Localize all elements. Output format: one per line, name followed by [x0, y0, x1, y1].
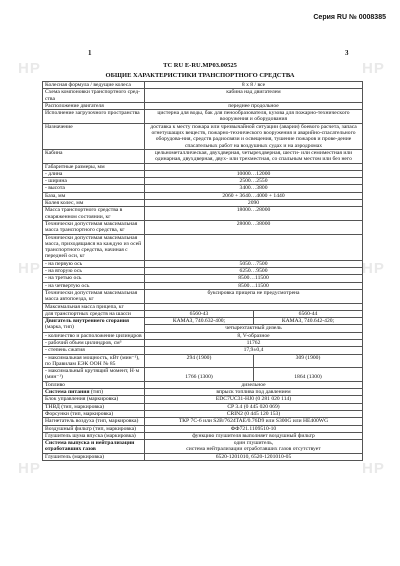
table-row	[43, 418, 363, 425]
row-value: 2060 + 3640…4000 + 1440	[145, 192, 363, 199]
characteristics-table	[42, 81, 363, 461]
torque-value-2: 1864 (1300)	[254, 368, 363, 382]
row-label: Воздушный фильтр (тип, маркировка)	[43, 425, 145, 432]
row-value: 18000…28000	[145, 207, 363, 221]
fuel-value: дизельное	[145, 381, 363, 388]
engine-type: четырехтактный дизель	[145, 325, 363, 332]
table-row	[43, 82, 363, 89]
row-label: ТНВД (тип, маркировка)	[43, 403, 145, 410]
table-row	[43, 389, 363, 396]
row-label: Технически допустимая максимальная масса автопоезда, кг	[43, 289, 145, 303]
row-value: функцию глушителя выполняет воздушный фильтр	[145, 432, 363, 439]
table-row	[43, 260, 363, 267]
power-value-1: 294 (1900)	[145, 354, 254, 368]
table-row	[43, 185, 363, 192]
table-row	[43, 453, 363, 460]
row-label: База, мм	[43, 192, 145, 199]
row-label: Расположение двигателя	[43, 102, 145, 109]
row-value	[145, 234, 363, 260]
row-value: 6250…9500	[145, 268, 363, 275]
watermark: HP	[362, 260, 385, 277]
table-row	[43, 440, 363, 454]
supply-title: Система питания	[45, 389, 90, 396]
row-label: Колея колес, мм	[43, 200, 145, 207]
row-label: Исполнение загрузочного пространства	[43, 110, 145, 124]
row-value: цельнометаллическая, двухдверная, четырехдверная, шести- или семиместная или одинарная, двухдверная, двух- или трехместная, со спальным местом или без него	[145, 149, 363, 163]
row-label: Максимальная масса прицепа, кг	[43, 303, 145, 310]
row-label: - на третью ось	[43, 275, 145, 282]
row-value: цистерна для воды, бак для пенообразователя, кузова для пожарно-технического вооружения и оборудования	[145, 110, 363, 124]
table-row	[43, 403, 363, 410]
exhaust-value	[145, 440, 363, 454]
table-row	[43, 170, 363, 177]
row-label: Нагнетатель воздуха (тип, маркировка)	[43, 418, 145, 425]
exhaust-label	[43, 440, 145, 454]
document-number: ТС RU E-RU.MP03.00525	[163, 62, 237, 69]
table-row	[43, 207, 363, 221]
table-row	[43, 354, 363, 368]
page-number-left: 1	[88, 49, 92, 57]
row-label: - длина	[43, 170, 145, 177]
row-value: ФФ721.1109510-10	[145, 425, 363, 432]
fuel-label: Топливо	[43, 381, 145, 388]
table-row	[43, 123, 363, 149]
exhaust-title: Система выпуска и нейтрализации отработавших газов	[45, 440, 135, 453]
table-row	[43, 89, 363, 103]
table-row	[43, 347, 363, 354]
row-value: доставка к месту пожара или чрезвычайной ситуации (аварии) боевого расчета, запаса огнетушащих веществ, пожарно-технического вооружения и аварийно-спасательного оборудова-ния, средств радиосвязи и освещения, тушение пожаров и прове-дение спасательных работ на воздушных судах и на аэродромах	[145, 123, 363, 149]
row-value: буксировка прицепа не предусмотрена	[145, 289, 363, 303]
table-row	[43, 220, 363, 234]
row-value	[145, 303, 363, 310]
row-value: 10000…12000	[145, 170, 363, 177]
watermark: HP	[362, 60, 385, 77]
row-label: - на вторую ось	[43, 268, 145, 275]
muffler-value: 6520-1201010, 6520-1201010-05	[145, 453, 363, 460]
row-label: Габаритные размеры, мм	[43, 163, 145, 170]
table-row	[43, 332, 363, 339]
table-row	[43, 275, 363, 282]
watermark: HP	[18, 60, 41, 77]
engine-title-suffix: (марка, тип)	[45, 324, 74, 331]
row-label: Форсунки (тип, маркировка)	[43, 410, 145, 417]
table-row	[43, 102, 363, 109]
row-value: переднее продольное	[145, 102, 363, 109]
table-row	[43, 410, 363, 417]
page-number-right: 3	[345, 49, 349, 57]
exhaust-value-line-2: система нейтрализации отработавших газов отсутствует	[186, 446, 321, 453]
row-value: 5050…7500	[145, 260, 363, 267]
row-value: 2500…2550	[145, 178, 363, 185]
table-row	[43, 149, 363, 163]
power-label: - максимальная мощность, кВт (мин⁻¹), по Правилам ЕЭК ООН № 85	[43, 354, 145, 368]
supply-value: впрыск топлива под давлением	[145, 389, 363, 396]
volume-label: - рабочий объем цилиндров, см³	[43, 339, 145, 346]
table-row	[43, 310, 363, 317]
table-row	[43, 289, 363, 303]
row-value: ТКР 7С-6 или S2B/7624TAE/0.76D9 или S300G или HE400WG	[145, 418, 363, 425]
cyl-label: - количество и расположение цилиндров	[43, 332, 145, 339]
supply-label	[43, 389, 145, 396]
row-value: EDC7UC31-HJ0 (0 281 020 114)	[145, 396, 363, 403]
engine-title: Двигатель внутреннего сгорания	[45, 318, 130, 325]
row-label: - ширина	[43, 178, 145, 185]
document-title: ОБЩИЕ ХАРАКТЕРИСТИКИ ТРАНСПОРТНОГО СРЕДСТВА	[105, 72, 295, 79]
table-row	[43, 200, 363, 207]
serial-number: Серия RU № 0008385	[313, 14, 386, 21]
row-label: Кабина	[43, 149, 145, 163]
table-row	[43, 381, 363, 388]
table-row	[43, 432, 363, 439]
table-row	[43, 396, 363, 403]
row-label: Масса транспортного средства в снаряженном состоянии, кг	[43, 207, 145, 221]
row-label: Технически допустимая максимальная масса транспортного средства, кг	[43, 220, 145, 234]
table-row	[43, 234, 363, 260]
engine-model-2: КАМАЗ, 740.642-420;	[254, 318, 363, 325]
watermark: HP	[18, 260, 41, 277]
table-row	[43, 368, 363, 382]
engine-model-1: КАМАЗ, 740.632-400;	[145, 318, 254, 325]
compression-value: 17,9±0,4	[145, 347, 363, 354]
table-row	[43, 268, 363, 275]
compression-label: - степень сжатия	[43, 347, 145, 354]
engine-label	[43, 318, 145, 333]
row-value: 3400…3800	[145, 185, 363, 192]
row-label: Колесная формула / ведущие колеса	[43, 82, 145, 89]
table-row	[43, 425, 363, 432]
chassis-label: для транспортных средств на шасси	[43, 310, 145, 317]
watermark: HP	[18, 460, 41, 477]
row-value: 8 х 8 / все	[145, 82, 363, 89]
torque-label: - максимальный крутящий момент, Н·м (мин⁻¹)	[43, 368, 145, 382]
row-value	[145, 163, 363, 170]
table-row	[43, 178, 363, 185]
row-value: 8500…11500	[145, 275, 363, 282]
table-row	[43, 303, 363, 310]
power-value-2: 309 (1900)	[254, 354, 363, 368]
row-label: - на четвертую ось	[43, 282, 145, 289]
row-label: Технически допустимая максимальная масса, приходящаяся на каждую из осей транспортного средства, начиная с передней оси, кг	[43, 234, 145, 260]
table-row	[43, 339, 363, 346]
table-row	[43, 192, 363, 199]
exhaust-value-line-1: один глушитель,	[233, 440, 274, 447]
cyl-value: 8, V-образное	[145, 332, 363, 339]
row-value: 8500…11500	[145, 282, 363, 289]
chassis-2: 6560-44	[254, 310, 363, 317]
row-label: - на первую ось	[43, 260, 145, 267]
supply-title-suffix: (тип)	[89, 389, 104, 396]
table-row	[43, 318, 363, 325]
muffler-label: Глушитель (маркировка)	[43, 453, 145, 460]
table-row	[43, 163, 363, 170]
row-label: Глушитель шума впуска (маркировка)	[43, 432, 145, 439]
row-label: Блок управления (маркировка)	[43, 396, 145, 403]
volume-value: 11762	[145, 339, 363, 346]
row-value: CRIN2 (0 445 120 153)	[145, 410, 363, 417]
row-label: Назначение	[43, 123, 145, 149]
torque-value-1: 1766 (1300)	[145, 368, 254, 382]
row-value: 2090	[145, 200, 363, 207]
row-value: кабина над двигателем	[145, 89, 363, 103]
row-value: CP 3.4 (0 445 020 069)	[145, 403, 363, 410]
watermark: HP	[362, 460, 385, 477]
row-label: - высота	[43, 185, 145, 192]
row-label: Схема компоновки транспортного сред-ства	[43, 89, 145, 103]
chassis-1: 6560-43	[145, 310, 254, 317]
row-value: 28000…38000	[145, 220, 363, 234]
table-row	[43, 110, 363, 124]
table-row	[43, 282, 363, 289]
